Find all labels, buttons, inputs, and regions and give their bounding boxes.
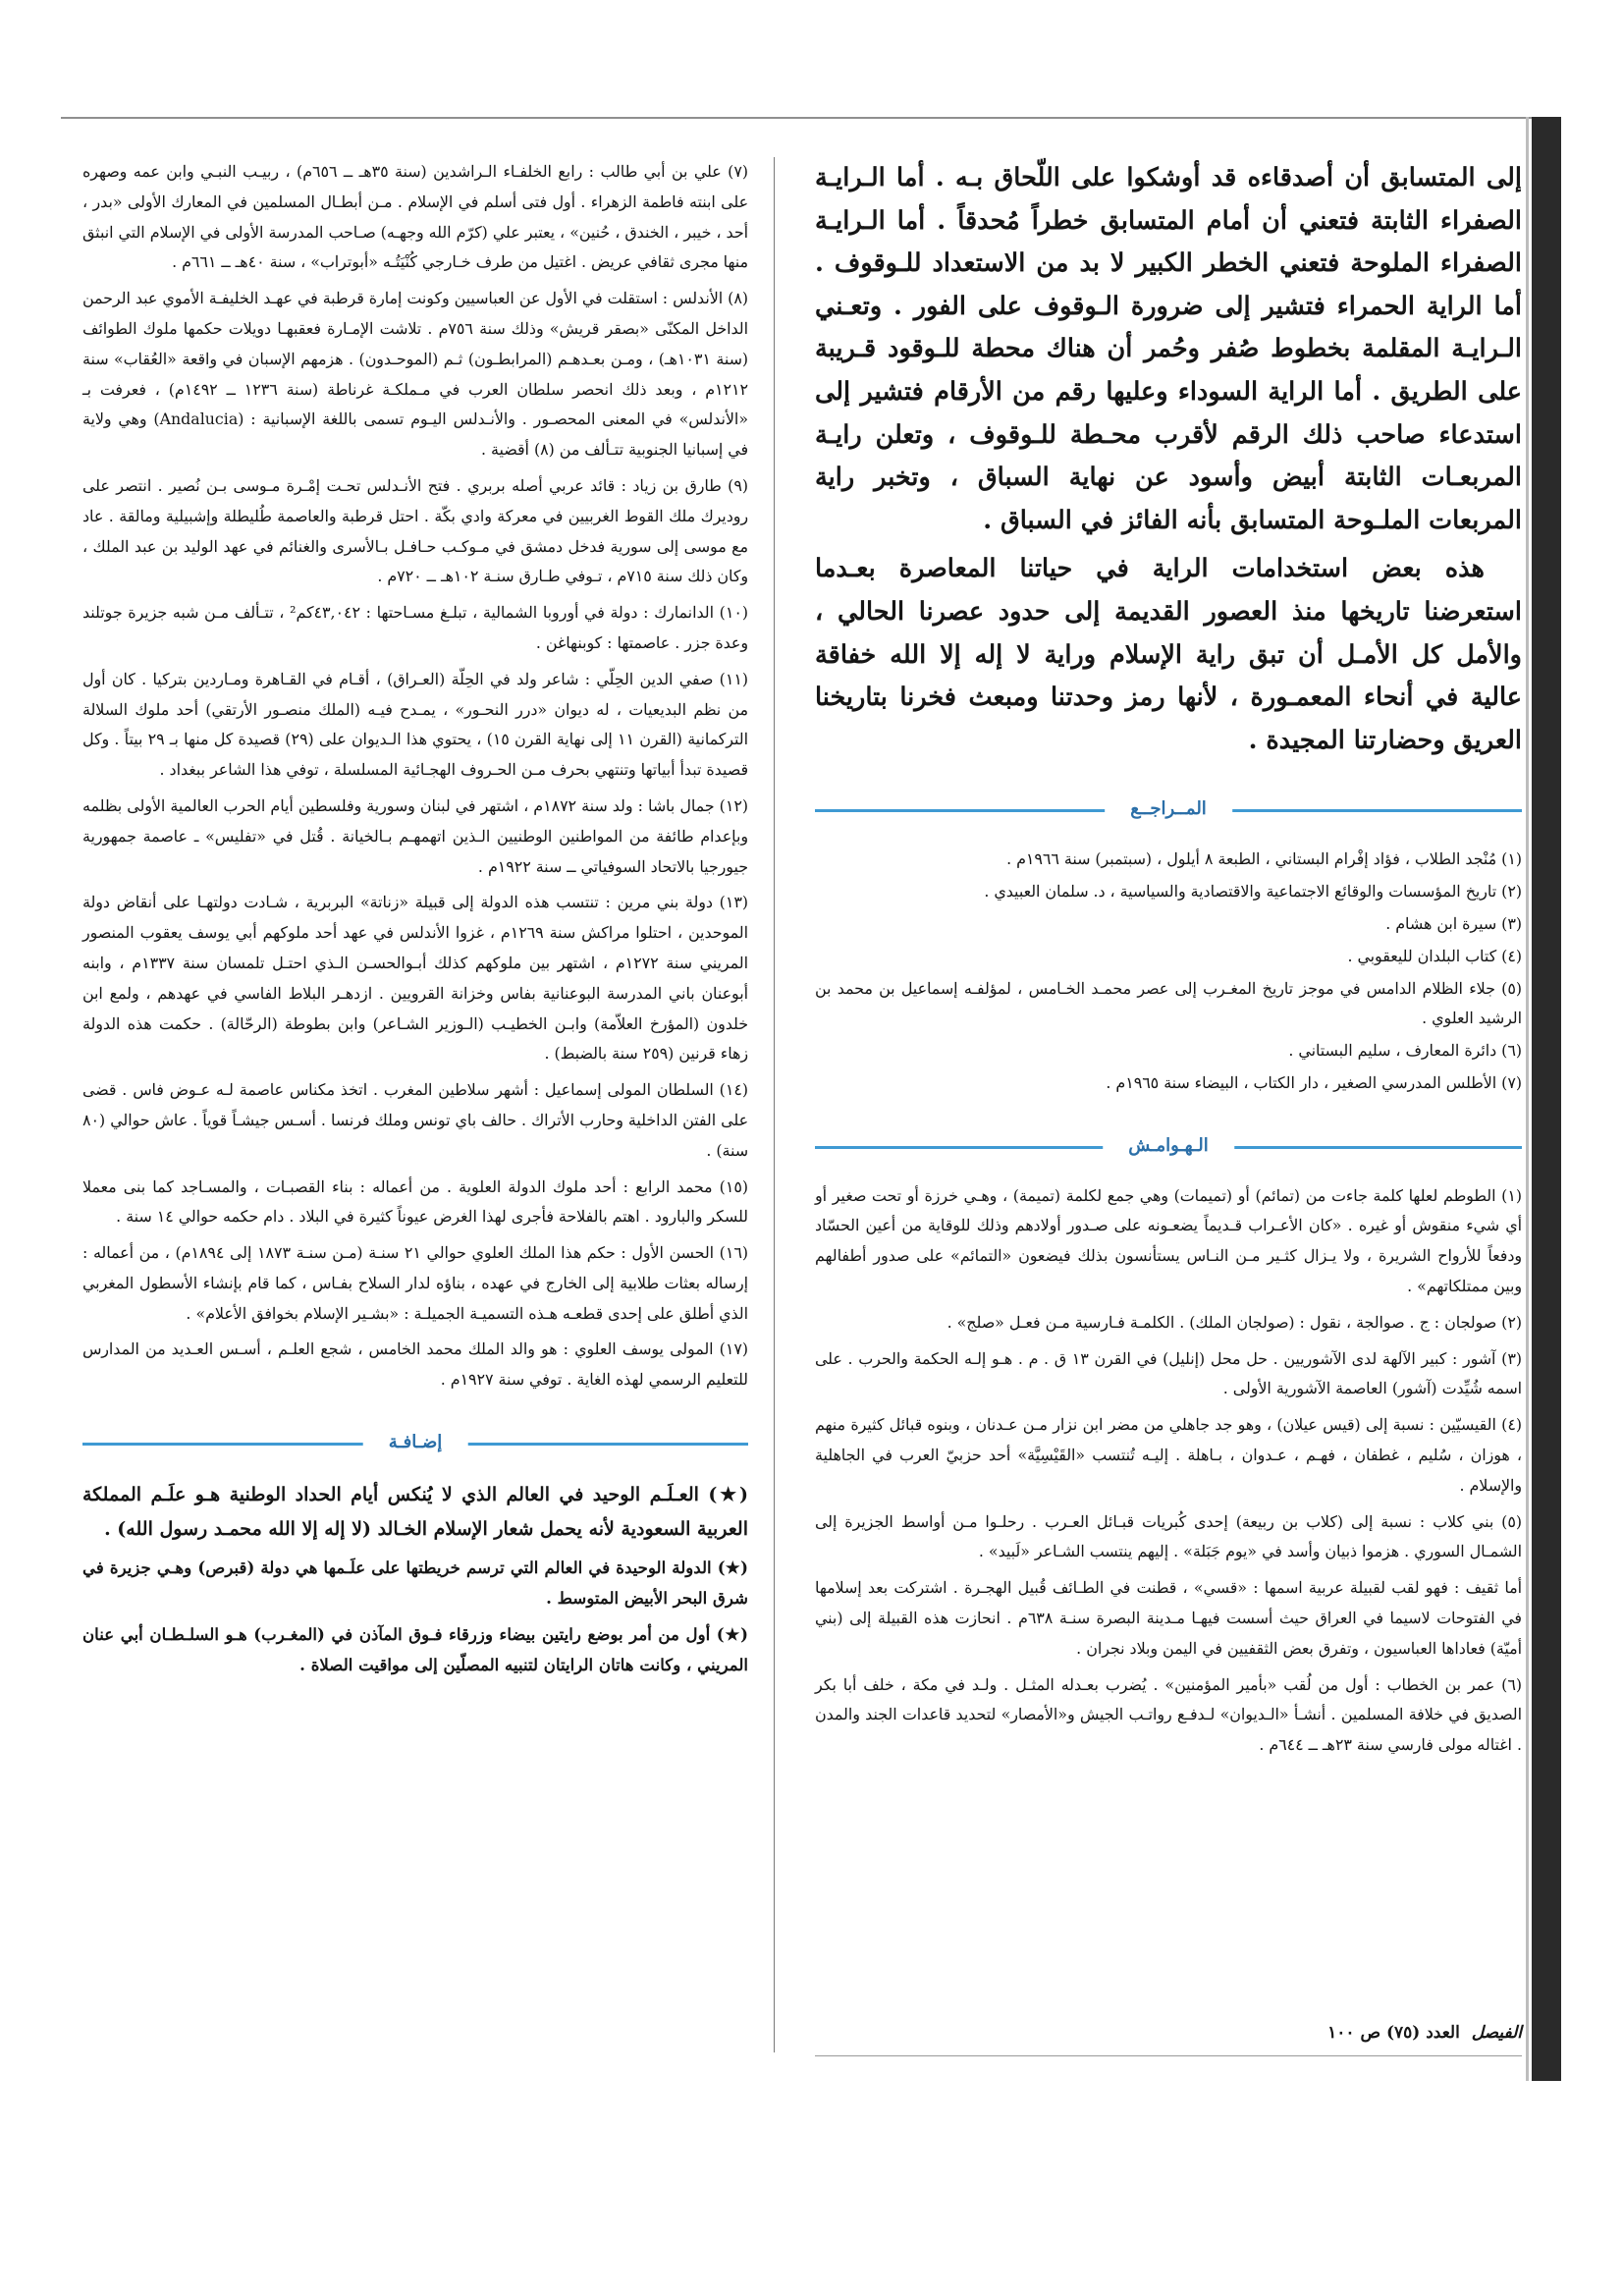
addition-fact: (★) الدولة الوحيدة في العالم التي ترسم خريطتها على علَـمها هي دولة (قبرص) وهـي جزيرة في شرق البحر الأبيض المتوسط . (82, 1558, 748, 1609)
footnote-item: (٤) القيسيّين : نسبة إلى (قيس عيلان) ، وهو جد جاهلي من مضر ابن نزار مـن عـدنان ، وبنوه قبائل كثيرة منهم ، هوزان ، سُليم ، غطفان ، فهـم ، عـدوان ، بـاهلة . إليـه تُنتسب «القَيْسِيَّة» أحد حزبيّ العرب في الجاهلية والإسلام . (815, 1415, 1522, 1495)
biography-note: (١٥) محمد الرابع : أحد ملوك الدولة العلوية . من أعماله : بناء القصبـات ، والمسـاجد كما بنى معملا للسكر والبارود . اهتم بالفلاحة فأجرى لهذا الغرض عيوناً كثيرة في البلاد . دام حكمه حوالي ١٤ سنة . (82, 1176, 748, 1227)
biography-note: (٨) الأندلس : استقلت في الأول عن العباسيين وكونت إمارة قرطبة في عهـد الخليفـة الأموي عبد الرحمن الداخل المكنّى «بصقر قريش» وذلك سنة ٧٥٦م . تلاشت الإمـارة فعقبهـا دويلات حكمها ملوك الطوائف (سنة ١٠٣١هـ) ، ومـن بعـدهـم (المرابطـون) ثـم (الموحـدون) . هزمهم الإسبان في واقعة «العُقاب» سنة ١٢١٢م ، وبعد ذلك انحصر سلطان العرب في مـملكـة غرناطة (سنة ١٢٣٦ ــ ١٤٩٢م) ، فعرفت بـ «الأندلس» في المعنى المحصـور . والأنـدلس اليـوم تسمى باللغة الإسبانية : (Andalucia) وهي ولاية في إسبانيا الجنوبية تتـألف من (٨) أقضية . (82, 289, 748, 460)
page-footer (815, 2023, 1522, 2043)
lead-paragraph-2: هذه بعض استخدامات الراية في حياتنا المعاصرة بعـدما استعرضنا تاريخها منذ العصور القديمة إلى حدود عصرنا الحالي ، والأمل كل الأمـل أن تبق راية الإسلام وراية لا إله إلا الله خفاقة عالية في أنحاء المعمـورة ، لأنها رمز وحدتنا ومبعث فخرنا بتاريخنا العريق وحضارتنا المجيدة . (815, 554, 1522, 755)
biography-note: (١٦) الحسن الأول : حكم هذا الملك العلوي حوالي ٢١ سنـة (مـن سنـة ١٨٧٣ إلى ١٨٩٤م) ، من أعماله : إرساله بعثات طلابية إلى الخارج في عهده ، بناؤه لدار السلاح بفـاس ، كما قام بإنشاء الأسطول المغربي الذي أطلق على إحدى قطعـه هـذه التسميـة الجميلـة : «بشـير الإسلام بخوافق الأعلام» . (82, 1243, 748, 1323)
notes-title: الـهـوامـش (1103, 1130, 1234, 1162)
footnote-item: (٣) آشور : كبير الآلهة لدى الآشوريين . حل محل (إنليل) في القرن ١٣ ق . م . هـو إلـه الحكمة والحرب . على اسمه شُيِّدت (آشور) العاصمة الآشورية الأولى . (815, 1348, 1522, 1398)
reference-item: (٧) الأطلس المدرسي الصغير ، دار الكتاب ، البيضاء سنة ١٩٦٥م . (1106, 1072, 1522, 1092)
reference-item: (٦) دائرة المعارف ، سليم البستاني . (1288, 1041, 1522, 1061)
references-title: المــراجــع (1105, 793, 1232, 825)
notes-header (815, 1130, 1522, 1168)
biography-note: (٩) طارق بن زياد : قائد عربي أصله بربري . فتح الأنـدلس تحـت إمْـرة مـوسى بـن نُصير . انتصر على روديرك ملك القوط الغربيين في معركة وادي بكّة . احتل قرطبة والعاصمة طُليطلة وإشبيلية ومالقة . عاد مع موسى إلى سورية فدخل دمشق في مـوكـب حـافـل بـالأسرى والغنائم في عهد الوليد بن عبد الملك ، وكان ذلك سنة ٧١٥م ، تـوفي طـارق سنـة ١٠٢هـ ــ ٧٢٠م . (82, 475, 748, 586)
biography-note: (١٠) الدانمارك : دولة في أوروبا الشمالية ، تبلـغ مسـاحتها : ٤٣,٠٤٢كم² ، تتـألف مـن شبه جزيرة جوتلند وعدة جزر . عاصمتها : كوبنهاغن . (82, 603, 748, 652)
footnotes-list (815, 1181, 1522, 1761)
addition-facts (82, 1478, 748, 1680)
addition-title: إضـافـة (363, 1427, 468, 1458)
biography-note: (٧) علي بن أبي طالب : رابع الخلفـاء الـراشدين (سنة ٣٥هـ ــ ٦٥٦م) ، ربيـب النبـي وابن عمه وصهره على ابنته فاطمة الزهراء . أول فتى أسلم في الإسلام . مـن أبطـال المسلمين في المعارك الأولى «بدر ، أحد ، خيبر ، الخندق ، حُنين» ، يعتبر علي (كرّم الله وجهـه) صـاحب المدرسة الأولى في الإسلام التي انبثق منها مجرى ثقافي عريض . اغتيل من طرف خـارجي كُنْيَتُـه «أبوتراب» ، سنة ٤٠هـ ــ ٦٦١م . (82, 162, 748, 272)
biography-note: (١٤) السلطان المولى إسماعيل : أشهر سلاطين المغرب . اتخذ مكناس عاصمة لـه عـوض فاس . قضى على الفتن الداخلية وحارب الأتراك . حالف باي تونس وملك فرنسا . أسـس جيشـاً قوياً . عاش حوالي (٨٠ سنة) . (82, 1080, 748, 1160)
biography-note: (١١) صفي الدين الحِلّي : شاعر ولد في الحِلّة (العـراق) ، أقـام في القـاهرة ومـاردين بتركيا . كان أول من نظم البديعيات ، له ديوان «درر النحـور» ، يمـدح فيـه (الملك منصـور الأرتقي) أحد ملوك السلالة التركمانية (القرن ١١ إلى نهاية القرن ١٥) ، يحتوي هذا الـديوان على (٢٩) قصيدة كل منها بـ ٢٩ بيتاً . وكل قصيدة تبدأ أبياتها وتنتهي بحرف مـن الحـروف الهجـائية المسلسلة ، توفي هذا الشاعر ببغداد . (82, 669, 748, 780)
reference-item: (٣) سيرة ابن هشام . (1385, 913, 1522, 933)
footer-rule (815, 2055, 1522, 2056)
reference-item: (١) مُنْجد الطلاب ، فؤاد إفْرام البستاني ، الطبعة ٨ أيلول ، (سبتمبر) سنة ١٩٦٦م . (1006, 849, 1522, 869)
issue-page-number: العدد (٧٥) ص ١٠٠ (1327, 2023, 1460, 2043)
footnote-item: (١) الطوطم لعلها كلمة جاءت من (تمائم) أو (تميمات) وهي جمع لكلمة (تميمة) ، وهـي خرزة أو تحت صغير أو أي شيء منقوش أو غيره . «كان الأعـراب قـديماً يضعـونه على صـدور أولادهم وذلك للوقاية من أعين الحسّاد ودفعاً للأرواح الشريرة ، ولا يـزال كثـير مـن النـاس يستأنسون بذلك فيضعون «التمائم» على صدور أطفالهم وبين ممتلكاتهم» . (815, 1185, 1522, 1296)
addition-fact: (★) أول من أمر بوضع رايتين بيضاء وزرقاء فـوق المآذن في (المغـرب) هـو السلـطـان أبي عنان المريني ، وكانت هاتان الرايتان لتنبيه المصلّين إلى مواقيت الصلاة . (82, 1624, 748, 1675)
magazine-name: الفيصل (1471, 2023, 1522, 2043)
right-column (815, 157, 1522, 1767)
column-divider (774, 157, 775, 2052)
footnote-item: أما ثقيف : فهو لقب لقبيلة عربية اسمها : «قسي» ، قطنت في الطـائف قُبيل الهجـرة . اشتركت بعد إسلامها في الفتوحات لاسيما في العراق حيث أسست فيهـا مـدينة البصرة سنـة ٦٣٨م . انحازت هذه القبيلة إلى (بني أميّة) فعاداها العباسيون ، وتفرق بعض الثقفيين في اليمن وبلاد نجران . (815, 1578, 1522, 1658)
footnote-item: (٢) صولجان : ج . صوالجة ، نقول : (صولجان الملك) . الكلمـة فـارسية مـن فعـل «صلج» . (947, 1312, 1522, 1332)
addition-header (82, 1427, 748, 1464)
reference-item: (٤) كتاب البلدان لليعقوبي . (1347, 946, 1522, 965)
references-list (815, 845, 1522, 1098)
references-header (815, 793, 1522, 831)
page-binding-edge (1532, 117, 1561, 2081)
reference-item: (٢) تاريخ المؤسسات والوقائع الاجتماعية والاقتصادية والسياسية ، د. سلمان العبيدي . (984, 882, 1522, 902)
left-column (82, 157, 748, 1686)
biography-note: (١٧) المولى يوسف العلوي : هو والد الملك محمد الخامس ، شجع العلـم ، أسـس العـديد من المدارس للتعليم الرسمي لهذه الغاية . توفي سنة ١٩٢٧م . (82, 1339, 748, 1390)
footnote-item: (٦) عمر بن الخطاب : أول من لُقب «بأمير المؤمنين» . يُضرب بعـدله المثـل . ولـد في مكة ، خلف أبا بكر الصديق في خلافة المسلمين . أنشـأ «الـديوان» لـدفـع رواتـب الجيش و«الأمصار» لتحديد قاعدات الجند والمدن . اغتاله مولى فارسي سنة ٢٣هـ ــ ٦٤٤م . (815, 1674, 1522, 1755)
footnote-item: (٥) بني كلاب : نسبة إلى (كلاب بن ربيعة) إحدى كُبريات قبـائل العـرب . رحلـوا مـن أواسط الجزيرة إلى الشمـال السوري . هزموا ذبيان وأسد في «يوم جَبَلة» . إليهم ينتسب الشـاعر «لَبيد» . (815, 1511, 1522, 1561)
addition-fact: (★) العـلَـم الوحيد في العالم الذي لا يُنكس أيام الحداد الوطنية هـو علَـم المملكة العربية السعودية لأنه يحمل شعار الإسلام الخـالد (لا إله إلا الله محمـد رسول الله) . (82, 1484, 748, 1541)
biography-note: (١٢) جمال باشا : ولد سنة ١٨٧٢م ، اشتهر في لبنان وسورية وفلسطين أيام الحرب العالمية الأولى بظلمه وبإعدام طائفة من المواطنين الوطنيين الـذين اتهمهـم بـالخيانة . قُتل في «تفليس» ـ عاصمة جمهورية جيورجيا بالاتحاد السوفياتي ــ سنة ١٩٢٢م . (82, 795, 748, 876)
lead-article (815, 157, 1522, 762)
lead-paragraph-1: إلى المتسابق أن أصدقاءه قد أوشكوا على اللّحاق بـه . أما الـرايـة الصفراء الثابتة فتعني أن أمام المتسابق خطراً مُحدقاً . أما الـرايـة الصفراء الملوحة فتعني الخطر الكبير لا بد من الاستعداد للـوقوف . أما الراية الحمراء فتشير إلى ضرورة الـوقوف على الفور . وتعـني الـرايـة المقلمة بخطوط صُفر وحُمر أن هناك محطة للـوقود قـريبة على الطريق . أما الراية السوداء وعليها رقم من الأرقام فتشير إلى استدعاء صاحب ذلك الرقم لأقرب محـطة للـوقوف ، وتعلن رايـة المربعـات الثابتة أبيض وأسود عن نهاية السباق ، وتخبر راية المربعات الملـوحة المتسابق بأنه الفائز في السباق . (815, 163, 1522, 535)
biography-notes (82, 157, 748, 1395)
top-rule (61, 117, 1534, 119)
reference-item: (٥) جلاء الظلام الدامس في موجز تاريخ المغـرب إلى عصر محمـد الخـامس ، لمؤلفـه إسماعيل بن محمد بن الرشيد العلوي . (815, 978, 1522, 1028)
biography-note: (١٣) دولة بني مرين : تنتسب هذه الدولة إلى قبيلة «زناتة» البربرية ، شـادت دولتهـا على أنقاض دولة الموحدين ، احتلوا مراكش سنة ١٢٦٩م ، غزوا الأندلس في عهد أحد ملوكهم أبي يوسف يعقوب المنصور المريني سنة ١٢٧٢م ، اشتهر بين ملوكهم كذلك أبـوالحسـن الـذي احتـل تلمسان سنة ١٣٣٧م ، وابنه أبوعنان باني المدرسة البوعنانية بفاس وخزانة القرويين . ازدهـر البلاط الفاسي في عهدهم ، ولمع ابن خلدون (المؤرخ العلاّمة) وابـن الخطيـب (الـوزير الشـاعر) وابن بطوطة (الرحّالة) . حكمت هذه الدولة زهاء قرنين (٢٥٩ سنة بالضبط) . (82, 893, 748, 1064)
